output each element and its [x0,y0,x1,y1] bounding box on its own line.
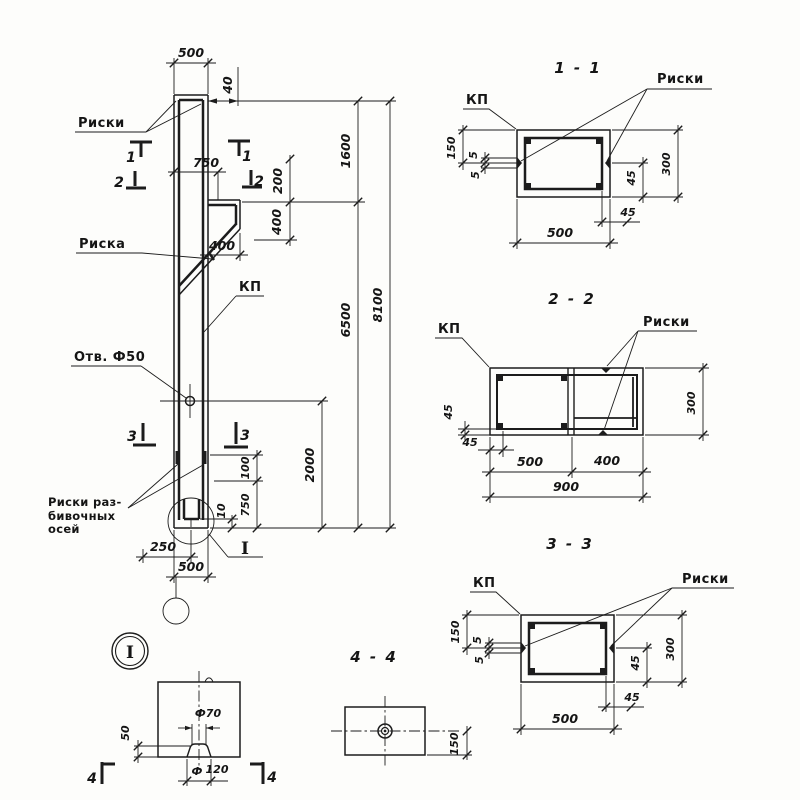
svg-text:Риски: Риски [643,315,690,330]
section-2-2 [435,290,709,503]
svg-text:2: 2 [114,175,124,191]
svg-text:Риски раз-: Риски раз- [48,495,122,509]
section-4-4 [331,648,472,767]
svg-text:400: 400 [269,208,284,236]
hole-f50 [160,384,328,418]
svg-text:5: 5 [473,656,486,664]
svg-text:2: 2 [254,174,264,190]
cut-mark-4-left [86,762,115,787]
cut-mark-1-right [228,141,252,165]
svg-text:3: 3 [240,428,250,444]
cut-mark-3-left [127,423,156,445]
svg-text:6500: 6500 [338,302,353,338]
svg-text:5: 5 [471,636,484,644]
svg-text:750: 750 [192,155,220,170]
svg-text:500: 500 [177,559,205,574]
svg-text:3: 3 [127,429,137,445]
section-4-4-title: 4 - 4 [350,648,398,666]
svg-text:бивочных: бивочных [48,509,116,523]
svg-text:45: 45 [629,655,642,671]
svg-text:500: 500 [516,454,544,469]
detail-1-dim-f70 [178,707,221,745]
svg-text:1: 1 [242,149,252,165]
svg-text:150: 150 [449,620,462,644]
svg-text:осей: осей [48,522,80,536]
section-3-3-kp-label [470,576,520,614]
axis-risk-mark-left [176,451,181,464]
detail-1 [86,633,277,787]
svg-text:750: 750 [239,493,252,517]
dim-6500 [338,202,362,532]
svg-text:150: 150 [448,732,461,756]
svg-text:I: I [126,643,134,663]
section-2-2-dims [442,363,709,503]
svg-text:400: 400 [593,453,621,468]
section-1-1-dims [445,125,683,249]
svg-text:КП: КП [473,576,496,591]
section-1-1-riski-label [521,72,712,161]
detail-1-mark [112,633,148,669]
hole-text: Отв. Ф50 [74,350,146,365]
svg-text:8100: 8100 [370,287,385,323]
section-1-1-kp-label [463,93,516,129]
svg-text:200: 200 [270,167,285,195]
label-kp-elevation [204,280,264,332]
cut-mark-1-left [126,142,152,166]
dim-top-width-value: 500 [177,45,205,60]
svg-text:500: 500 [551,711,579,726]
svg-text:1: 1 [126,150,136,166]
cut-mark-2-left [114,171,146,191]
svg-text:Ф70: Ф70 [194,707,222,720]
svg-text:100: 100 [239,456,252,480]
cut-mark-2-right [242,170,264,190]
section-3-3-title: 3 - 3 [546,535,594,553]
svg-text:2000: 2000 [302,447,317,483]
svg-text:120: 120 [205,763,229,776]
detail-1-dim-f120 [178,759,229,786]
svg-text:Риски: Риски [682,572,729,587]
svg-text:4: 4 [87,771,97,787]
svg-text:45: 45 [624,691,640,704]
section-2-2-title: 2 - 2 [548,290,596,308]
svg-text:45: 45 [625,170,638,186]
svg-text:300: 300 [660,152,673,176]
detail-ref-text: I [241,539,249,559]
cut-mark-3-right [224,422,250,447]
dim-base-100-750 [210,450,263,532]
svg-text:900: 900 [552,479,580,494]
svg-text:Риски: Риски [657,72,704,87]
section-3-3-riski-label [525,572,734,646]
section-1-1 [445,59,712,249]
svg-text:Ф: Ф [191,765,203,778]
svg-text:300: 300 [685,391,698,415]
axis-bubble [163,577,189,624]
dim-2000 [302,397,326,532]
dim-top-offset [208,67,396,106]
svg-text:50: 50 [119,725,132,741]
svg-text:300: 300 [664,637,677,661]
kp-text: КП [239,280,262,295]
section-2-2-riski-label [604,315,697,430]
label-riski-top [75,101,201,132]
dim-top-width [166,45,216,94]
section-1-1-title: 1 - 1 [554,59,602,77]
svg-text:5: 5 [469,171,482,179]
svg-text:45: 45 [620,206,636,219]
axis-risk-mark-right [202,451,207,464]
svg-text:5: 5 [467,151,480,159]
svg-text:150: 150 [445,136,458,160]
svg-text:500: 500 [546,225,574,240]
svg-text:45: 45 [462,436,478,449]
svg-text:10: 10 [215,503,228,519]
svg-text:4: 4 [267,770,277,786]
label-riska [76,237,212,259]
svg-text:1600: 1600 [338,133,353,169]
section-2-2-kp-label [435,322,489,367]
dim-1600 [338,97,362,206]
svg-text:45: 45 [442,404,455,420]
dim-console-750 [168,155,226,200]
dim-top-offset-value: 40 [220,76,235,94]
svg-text:КП: КП [466,93,489,108]
cut-mark-4-right [250,762,277,786]
section-3-3 [449,535,734,735]
svg-text:КП: КП [438,322,461,337]
svg-text:400: 400 [208,238,236,253]
riska-text: Риска [79,237,126,252]
svg-text:250: 250 [149,539,177,554]
riski-top-text: Риски [78,116,125,131]
label-hole [71,350,186,398]
elevation-view [48,45,396,624]
